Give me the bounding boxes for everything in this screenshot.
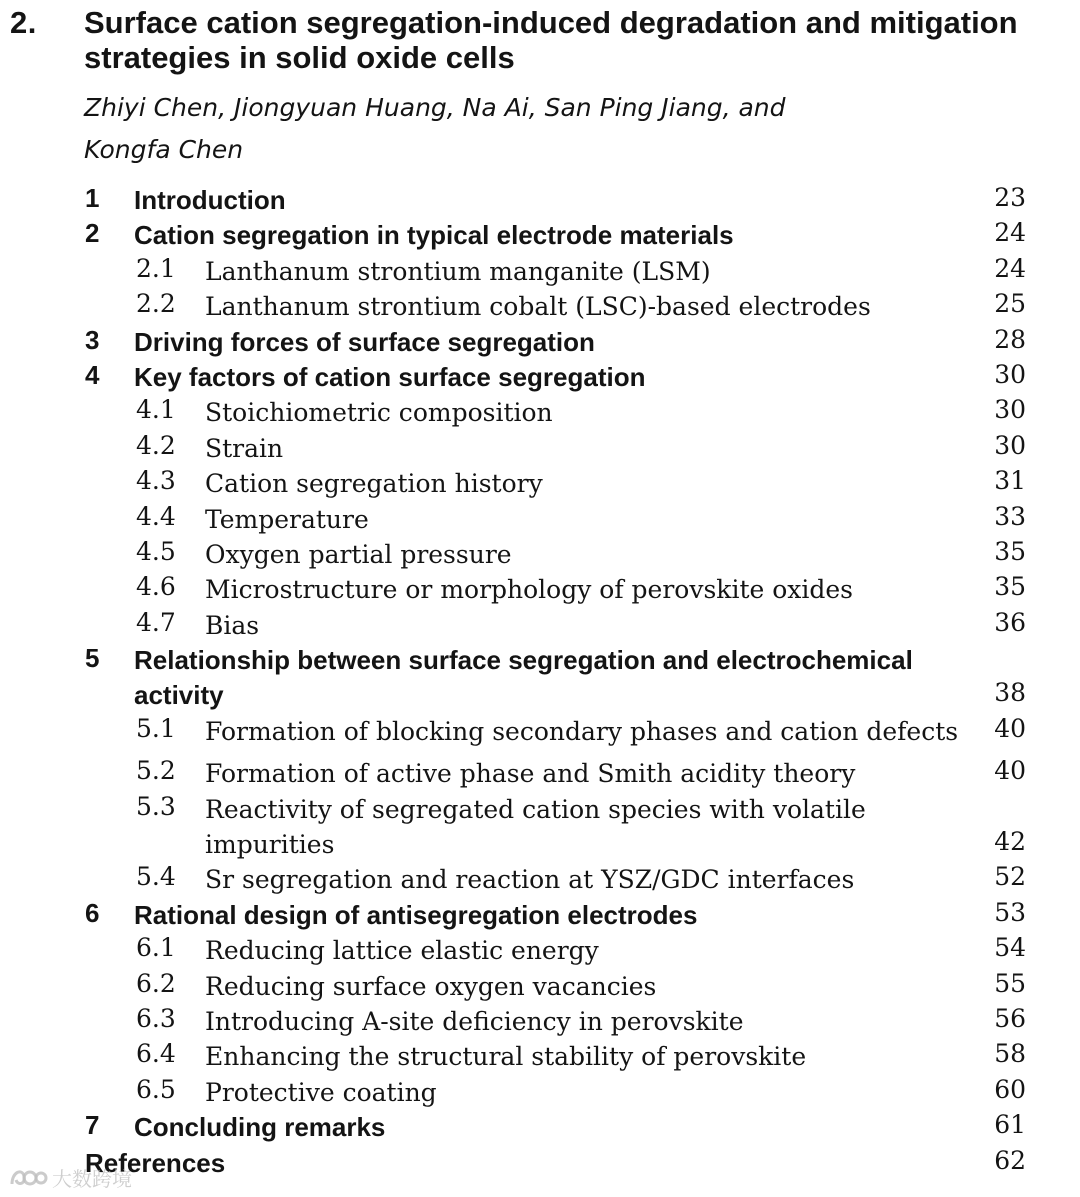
chapter-number: 2. [10,5,37,40]
toc-number: 5.1 [136,713,176,743]
toc-number: 4.6 [136,572,176,602]
toc-title: Lanthanum strontium manganite (LSM) [205,256,711,286]
toc-title: References [85,1147,226,1178]
chapter-title: Surface cation segregation-induced degradation and mitigation strategies in solid oxide cells [84,5,1018,75]
toc-title: Protective coating [205,1077,437,1107]
toc-title: Temperature [205,504,369,534]
toc-entry-blocking-phases[interactable] [0,712,1080,747]
toc-page-number: 24 [994,253,1026,283]
logo-icon [8,1162,48,1192]
toc-title: Oxygen partial pressure [205,539,512,569]
toc-entry-cation-segregation[interactable] [0,216,1080,251]
toc-entry-concluding-remarks[interactable] [0,1108,1080,1143]
toc-entry-temperature[interactable] [0,500,1080,535]
toc-entry-volatile-impurities[interactable] [0,790,1080,861]
toc-page-number: 23 [994,183,1026,212]
toc-number: 5.4 [136,862,176,892]
toc-title: Relationship between surface segregation and electrochemical activity [134,645,913,711]
toc-entry-key-factors[interactable] [0,358,1080,393]
toc-page-number: 31 [994,466,1026,496]
toc-entry-structural-stability[interactable] [0,1037,1080,1072]
toc-title: Cation segregation history [205,469,543,499]
toc-entry-rational-design[interactable] [0,896,1080,931]
toc-page-number: 33 [994,501,1026,531]
toc-entry-relationship[interactable] [0,641,1080,712]
toc-number: 6.5 [136,1074,176,1104]
toc-entry-lsc[interactable] [0,287,1080,322]
toc-page-number: 52 [994,862,1026,892]
toc-page-number: 56 [994,1004,1026,1034]
toc-number: 4.4 [136,501,176,531]
toc-entry-strain[interactable] [0,429,1080,464]
toc-title: Sr segregation and reaction at YSZ/GDC interfaces [205,865,855,895]
toc-page-number: 54 [994,933,1026,963]
toc-number: 1 [85,183,100,213]
toc-page-number: 25 [994,289,1026,319]
toc-entry-active-phase[interactable] [0,754,1080,789]
toc-number: 6.3 [136,1004,176,1034]
toc-number: 6 [85,897,100,928]
toc-title: Enhancing the structural stability of perovskite [205,1042,807,1072]
toc-number: 7 [85,1110,100,1141]
toc-entry-driving-forces[interactable] [0,323,1080,358]
watermark [8,1162,132,1192]
toc-page-number: 58 [994,1039,1026,1069]
toc-entry-microstructure[interactable] [0,570,1080,605]
toc-number: 5.2 [136,756,176,786]
toc-title: Stoichiometric composition [205,398,553,428]
toc-number: 6.1 [136,933,176,963]
toc-number: 5.3 [136,791,176,821]
toc-number: 4 [85,359,100,390]
toc-title: Strain [205,433,284,463]
toc-number: 4.1 [136,395,176,425]
toc-page-number: 40 [994,713,1026,743]
toc-number: 6.2 [136,968,176,998]
toc-title: Introduction [134,185,286,215]
toc-page-number: 62 [994,1145,1026,1175]
toc-number: 4.5 [136,536,176,566]
table-of-contents [0,181,1080,1179]
toc-page-number: 28 [994,324,1026,354]
toc-number: 4.2 [136,430,176,460]
toc-number: 2.2 [136,289,176,319]
toc-number: 6.4 [136,1039,176,1069]
toc-page-number: 30 [994,359,1026,389]
toc-title: Reducing surface oxygen vacancies [205,971,657,1001]
toc-page-number: 60 [994,1074,1026,1104]
toc-entry-lattice-energy[interactable] [0,931,1080,966]
toc-title: Key factors of cation surface segregation [134,361,646,392]
toc-number: 3 [85,324,100,355]
toc-entry-stoichiometric[interactable] [0,393,1080,428]
toc-page-number: 30 [994,395,1026,425]
toc-number: 5 [85,643,100,674]
toc-entry-introduction[interactable] [0,181,1080,216]
toc-page-number: 30 [994,430,1026,460]
toc-entry-oxygen-pressure[interactable] [0,535,1080,570]
toc-title: Reactivity of segregated cation species with volatile impurities [205,794,866,860]
toc-page-number: 36 [994,607,1026,637]
toc-title: Formation of blocking secondary phases and cation defects [205,716,959,746]
toc-page-number: 24 [994,218,1026,248]
watermark-text: 大数跨境 [52,1166,132,1191]
toc-entry-references[interactable] [0,1144,1080,1179]
toc-title: Cation segregation in typical electrode materials [134,220,734,251]
toc-number: 2 [85,218,100,249]
toc-page-number: 61 [994,1110,1026,1140]
toc-entry-bias[interactable] [0,606,1080,641]
toc-entry-protective-coating[interactable] [0,1073,1080,1108]
toc-entry-history[interactable] [0,464,1080,499]
toc-entry-lsm[interactable] [0,252,1080,287]
toc-title: Formation of active phase and Smith acidity theory [205,759,856,789]
toc-title: Concluding remarks [134,1112,386,1143]
chapter-authors: Zhiyi Chen, Jiongyuan Huang, Na Ai, San Ping Jiang, and Kongfa Chen [84,93,786,164]
toc-page-number: 40 [994,756,1026,786]
toc-entry-oxygen-vacancies[interactable] [0,967,1080,1002]
toc-title: Microstructure or morphology of perovskite oxides [205,575,854,605]
toc-title: Rational design of antisegregation electrodes [134,899,698,930]
toc-title: Introducing A-site deficiency in perovskite [205,1007,744,1037]
toc-page-number: 53 [994,897,1026,927]
toc-number: 4.7 [136,607,176,637]
toc-page-number: 35 [994,572,1026,602]
toc-page-number: 35 [994,536,1026,566]
toc-title: Bias [205,610,260,640]
toc-entry-ysz-gdc[interactable] [0,860,1080,895]
toc-title: Driving forces of surface segregation [134,326,595,357]
toc-page-number: 42 [994,827,1026,857]
toc-number: 2.1 [136,253,176,283]
toc-number: 4.3 [136,466,176,496]
toc-page-number: 38 [994,678,1026,708]
toc-page-number: 55 [994,968,1026,998]
toc-title: Lanthanum strontium cobalt (LSC)-based electrodes [205,292,871,322]
toc-title: Reducing lattice elastic energy [205,936,599,966]
toc-entry-a-site-deficiency[interactable] [0,1002,1080,1037]
